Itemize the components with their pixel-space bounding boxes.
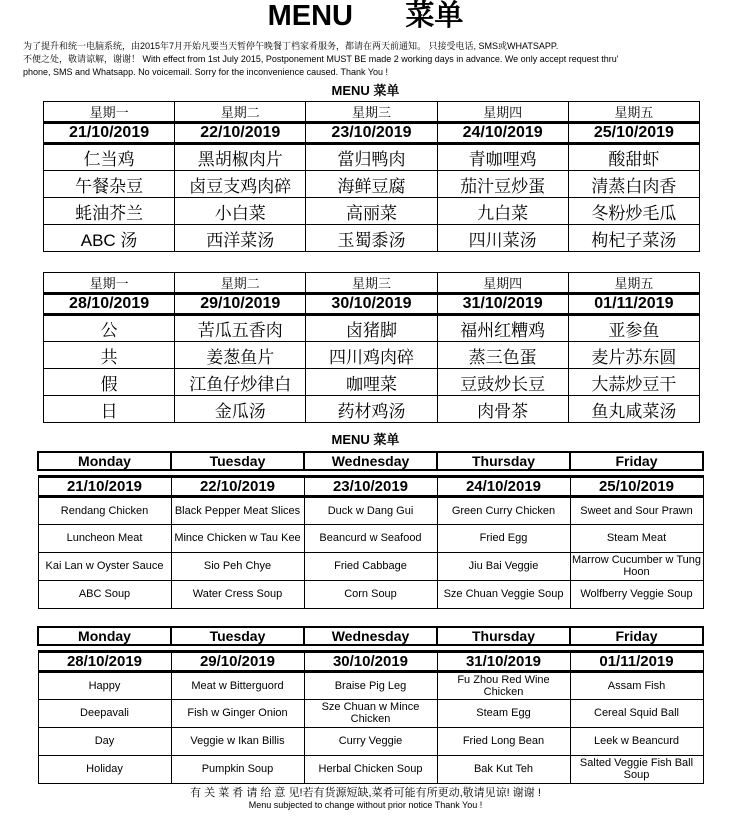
dish-cell: Sze Chuan Veggie Soup bbox=[437, 580, 570, 608]
date-cell: 22/10/2019 bbox=[175, 123, 306, 144]
dish-cell: Wolfberry Veggie Soup bbox=[570, 580, 703, 608]
dish-cell: 卤猪脚 bbox=[306, 315, 437, 342]
date-cell: 01/11/2019 bbox=[568, 294, 699, 315]
dish-cell: Assam Fish bbox=[570, 671, 703, 699]
dish-row bbox=[44, 225, 700, 252]
dish-cell: Cereal Squid Ball bbox=[570, 699, 703, 727]
dish-cell: ABC Soup bbox=[38, 580, 171, 608]
menu-title-cn: 菜单 bbox=[405, 0, 464, 32]
dish-cell: Marrow Cucumber w Tung Hoon bbox=[572, 554, 701, 578]
date-cell: 23/10/2019 bbox=[306, 123, 437, 144]
weekday-header: Friday bbox=[570, 452, 703, 470]
dish-row bbox=[38, 699, 703, 727]
postponement-notice bbox=[23, 40, 713, 79]
weekday-header: Thursday bbox=[437, 452, 570, 470]
dish-cell: Beancurd w Seafood bbox=[304, 524, 437, 552]
dish-cell: Leek w Beancurd bbox=[570, 727, 703, 755]
dish-cell: Fish w Ginger Onion bbox=[171, 699, 304, 727]
dish-cell: 金瓜汤 bbox=[175, 396, 306, 423]
dish-cell: 福州红糟鸡 bbox=[437, 315, 568, 342]
footer-note-en: Menu subjected to change without prior notice Thank You ! bbox=[248, 800, 483, 810]
dish-cell: 高丽菜 bbox=[306, 198, 437, 225]
dish-cell: 蚝油芥兰 bbox=[44, 198, 175, 225]
dish-cell: Water Cress Soup bbox=[171, 580, 304, 608]
en-menu-week-1 bbox=[37, 451, 704, 609]
dish-cell: Duck w Dang Gui bbox=[304, 496, 437, 524]
dish-cell: 鱼丸咸菜汤 bbox=[568, 396, 699, 423]
weekday-header: 星期三 bbox=[306, 273, 437, 294]
date-cell: 24/10/2019 bbox=[437, 123, 568, 144]
dish-cell: Fried Cabbage bbox=[304, 552, 437, 580]
dish-row bbox=[44, 396, 700, 423]
notice-line: 为了提升和统一电脑系统，由2015年7月开始凡要当天暂停午晚餐丁档家肴服务，都请在两天前通知。 只接受电话, SMS或WHATSAPP. bbox=[23, 41, 559, 51]
date-cell: 31/10/2019 bbox=[437, 651, 570, 671]
dish-cell: Day bbox=[38, 727, 171, 755]
date-cell: 25/10/2019 bbox=[568, 123, 699, 144]
dish-cell: 四川菜汤 bbox=[437, 225, 568, 252]
dish-cell: Luncheon Meat bbox=[38, 524, 171, 552]
dish-row bbox=[44, 369, 700, 396]
dish-cell: Sio Peh Chye bbox=[171, 552, 304, 580]
dish-row bbox=[38, 524, 703, 552]
dish-cell: 四川鸡肉碎 bbox=[306, 342, 437, 369]
date-row bbox=[44, 123, 700, 144]
dish-cell: Sweet and Sour Prawn bbox=[570, 496, 703, 524]
en-section-title: MENU 菜单 bbox=[331, 432, 400, 447]
dish-cell: Steam Meat bbox=[570, 524, 703, 552]
dish-cell: 午餐杂豆 bbox=[44, 171, 175, 198]
dish-cell: 豆豉炒长豆 bbox=[437, 369, 568, 396]
dish-cell: Fried Egg bbox=[437, 524, 570, 552]
weekday-header-row bbox=[44, 102, 700, 123]
dish-row bbox=[38, 755, 703, 783]
dish-cell: Corn Soup bbox=[304, 580, 437, 608]
dish-cell: 公 bbox=[44, 315, 175, 342]
weekday-header: 星期五 bbox=[568, 273, 699, 294]
dish-cell: 江鱼仔炒律白 bbox=[175, 369, 306, 396]
dish-cell: Jiu Bai Veggie bbox=[437, 552, 570, 580]
weekday-header: Wednesday bbox=[304, 452, 437, 470]
date-cell: 21/10/2019 bbox=[38, 476, 171, 496]
dish-row bbox=[38, 671, 703, 699]
dish-cell: Herbal Chicken Soup bbox=[304, 755, 437, 783]
dish-cell: Mince Chicken w Tau Kee bbox=[171, 524, 304, 552]
date-cell: 30/10/2019 bbox=[304, 651, 437, 671]
notice-line: phone, SMS and Whatsapp. No voicemail. Sorry for the inconvenience caused. Thank You ! bbox=[23, 67, 389, 77]
weekday-header: 星期二 bbox=[175, 273, 306, 294]
dish-cell: Black Pepper Meat Slices bbox=[171, 496, 304, 524]
dish-cell: 假 bbox=[44, 369, 175, 396]
weekday-header-row bbox=[44, 273, 700, 294]
dish-cell: Curry Veggie bbox=[304, 727, 437, 755]
weekday-header: 星期三 bbox=[306, 102, 437, 123]
dish-row bbox=[38, 552, 703, 580]
weekday-header: Tuesday bbox=[171, 627, 304, 645]
dish-cell: 西洋菜汤 bbox=[175, 225, 306, 252]
dish-row bbox=[38, 580, 703, 608]
dish-cell: 小白菜 bbox=[175, 198, 306, 225]
weekday-header: 星期四 bbox=[437, 273, 568, 294]
dish-cell: 肉骨茶 bbox=[437, 396, 568, 423]
dish-row bbox=[38, 496, 703, 524]
dish-cell: 苦瓜五香肉 bbox=[175, 315, 306, 342]
footer-note-cn: 有 关 菜 肴 请 给 意 见!若有货源短缺,菜肴可能有所更动,敬请见谅! 谢谢 ! bbox=[190, 787, 541, 799]
dish-cell: Braise Pig Leg bbox=[304, 671, 437, 699]
date-cell: 23/10/2019 bbox=[304, 476, 437, 496]
dish-cell: 姜葱鱼片 bbox=[175, 342, 306, 369]
weekday-header: 星期二 bbox=[175, 102, 306, 123]
dish-cell: Deepavali bbox=[38, 699, 171, 727]
dish-cell: Bak Kut Teh bbox=[437, 755, 570, 783]
date-row bbox=[38, 476, 703, 496]
dish-cell: 日 bbox=[44, 396, 175, 423]
weekday-header: Thursday bbox=[437, 627, 570, 645]
dish-cell: 玉蜀黍汤 bbox=[306, 225, 437, 252]
dish-row bbox=[44, 315, 700, 342]
dish-cell: Meat w Bitterguord bbox=[171, 671, 304, 699]
date-cell: 30/10/2019 bbox=[306, 294, 437, 315]
menu-title bbox=[0, 0, 731, 36]
dish-cell: Fu Zhou Red Wine Chicken bbox=[437, 671, 570, 699]
cn-menu-week-2 bbox=[43, 272, 700, 423]
dish-cell: Green Curry Chicken bbox=[437, 496, 570, 524]
weekday-header: Wednesday bbox=[304, 627, 437, 645]
dish-row bbox=[38, 727, 703, 755]
weekday-header: Tuesday bbox=[171, 452, 304, 470]
date-cell: 21/10/2019 bbox=[44, 123, 175, 144]
en-menu-week-2 bbox=[37, 626, 704, 784]
date-cell: 24/10/2019 bbox=[437, 476, 570, 496]
weekday-header: 星期四 bbox=[437, 102, 568, 123]
weekday-header: Monday bbox=[38, 627, 171, 645]
dish-cell: 酸甜虾 bbox=[568, 144, 699, 171]
date-cell: 01/11/2019 bbox=[570, 651, 703, 671]
dish-cell: Kai Lan w Oyster Sauce bbox=[38, 552, 171, 580]
date-cell: 28/10/2019 bbox=[44, 294, 175, 315]
dish-cell: Salted Veggie Fish Ball Soup bbox=[570, 755, 703, 783]
dish-cell: 仁当鸡 bbox=[44, 144, 175, 171]
dish-cell: ABC 汤 bbox=[44, 225, 175, 252]
cn-menu-week-1 bbox=[43, 101, 700, 252]
dish-cell: Holiday bbox=[38, 755, 171, 783]
dish-cell: Veggie w Ikan Billis bbox=[171, 727, 304, 755]
date-cell: 31/10/2019 bbox=[437, 294, 568, 315]
dish-cell: 清蒸白肉香 bbox=[568, 171, 699, 198]
weekday-header: 星期一 bbox=[44, 273, 175, 294]
weekday-header-row bbox=[38, 627, 703, 645]
dish-cell: Pumpkin Soup bbox=[171, 755, 304, 783]
date-cell: 29/10/2019 bbox=[175, 294, 306, 315]
date-cell: 28/10/2019 bbox=[38, 651, 171, 671]
dish-cell: Fried Long Bean bbox=[437, 727, 570, 755]
dish-cell: 大蒜炒豆干 bbox=[568, 369, 699, 396]
dish-cell: 海鲜豆腐 bbox=[306, 171, 437, 198]
dish-row bbox=[44, 342, 700, 369]
dish-row bbox=[44, 144, 700, 171]
date-row bbox=[44, 294, 700, 315]
dish-cell: 枸杞子菜汤 bbox=[568, 225, 699, 252]
dish-cell: 麦片苏东圆 bbox=[568, 342, 699, 369]
weekday-header: 星期五 bbox=[568, 102, 699, 123]
dish-cell: 當归鸭肉 bbox=[306, 144, 437, 171]
date-cell: 29/10/2019 bbox=[171, 651, 304, 671]
dish-row bbox=[44, 171, 700, 198]
dish-cell: 亚参鱼 bbox=[568, 315, 699, 342]
dish-cell: 冬粉炒毛瓜 bbox=[568, 198, 699, 225]
weekday-header: 星期一 bbox=[44, 102, 175, 123]
dish-cell: 九白菜 bbox=[437, 198, 568, 225]
notice-line: 不便之处，敬请谅解，谢谢！ With effect from 1st July 2015, Postponement MUST BE made 2 working days in advance. We only accept request thru' bbox=[23, 54, 619, 64]
menu-title-en: MENU bbox=[267, 0, 353, 32]
weekday-header-row bbox=[38, 452, 703, 470]
dish-cell: 卤豆支鸡肉碎 bbox=[175, 171, 306, 198]
weekday-header: Monday bbox=[38, 452, 171, 470]
weekday-header: Friday bbox=[570, 627, 703, 645]
cn-section-title: MENU 菜单 bbox=[331, 83, 400, 98]
date-row bbox=[38, 651, 703, 671]
dish-cell: Sze Chuan w Mince Chicken bbox=[304, 699, 437, 727]
dish-cell: Rendang Chicken bbox=[38, 496, 171, 524]
dish-cell: 黑胡椒肉片 bbox=[175, 144, 306, 171]
dish-cell: Steam Egg bbox=[437, 699, 570, 727]
date-cell: 22/10/2019 bbox=[171, 476, 304, 496]
dish-cell: 共 bbox=[44, 342, 175, 369]
dish-cell: 蒸三色蛋 bbox=[437, 342, 568, 369]
dish-cell: 药材鸡汤 bbox=[306, 396, 437, 423]
date-cell: 25/10/2019 bbox=[570, 476, 703, 496]
dish-cell: 咖哩菜 bbox=[306, 369, 437, 396]
dish-cell: Happy bbox=[38, 671, 171, 699]
dish-cell: 茄汁豆炒蛋 bbox=[437, 171, 568, 198]
dish-cell: 青咖哩鸡 bbox=[437, 144, 568, 171]
dish-row bbox=[44, 198, 700, 225]
